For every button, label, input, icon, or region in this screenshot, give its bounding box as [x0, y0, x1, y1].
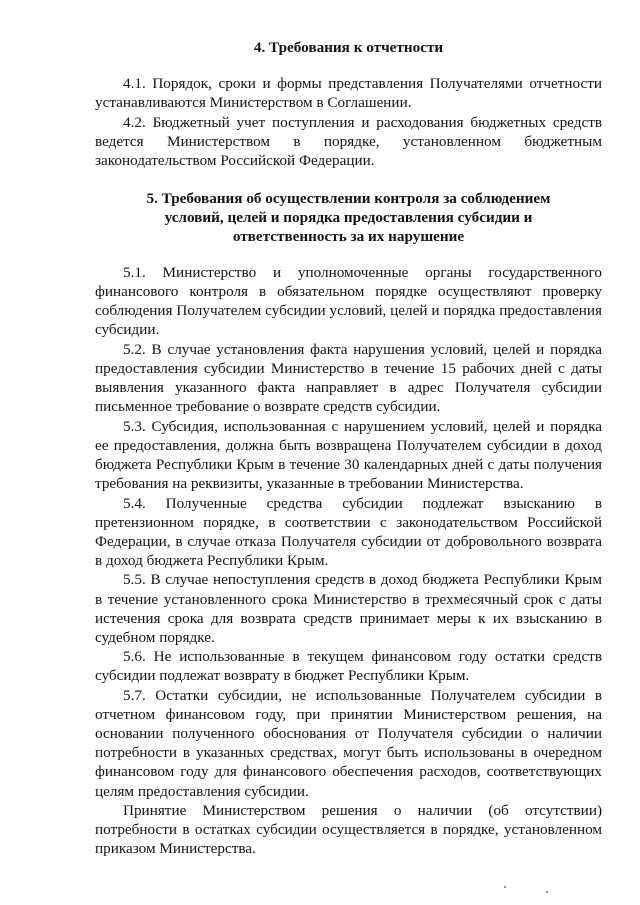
- paragraph-4-2: 4.2. Бюджетный учет поступления и расходования бюджетных средств ведется Министерством в порядке, установленном бюджетным законодательством Российской Федерации.: [95, 113, 602, 169]
- section-5-title: [95, 189, 602, 246]
- paragraph-5-4: 5.4. Полученные средства субсидии подлежат взысканию в претензионном порядке, в соответствии с законодательством Российской Федерации, в случае отказа Получателя субсидии от добровольного возврата в доход бюджета Республики Крым.: [95, 494, 602, 569]
- paragraph-5-1: 5.1. Министерство и уполномоченные органы государственного финансового контроля в обязательном порядке осуществляют проверку соблюдения Получателем субсидии условий, целей и порядка предоставления субсидии.: [95, 263, 602, 339]
- section-5-title-line-2: условий, целей и порядка предоставления субсидии и: [164, 208, 533, 226]
- paragraph-5-6: 5.6. Не использованные в текущем финансовом году остатки средств субсидии подлежат возврату в бюджет Республики Крым.: [95, 648, 602, 685]
- paragraph-5-2: 5.2. В случае установления факта нарушения условий, целей и порядка предоставления субсидии Министерство в течение 15 рабочих дней с даты выявления указанного факта направляет в адрес Получателя субсидии письменное требование о возврате средств субсидии.: [95, 340, 602, 416]
- scan-speck: [546, 891, 548, 893]
- paragraph-5-3: 5.3. Субсидия, использованная с нарушением условий, целей и порядка ее предоставления, должна быть возвращена Получателем субсидии в доход бюджета Республики Крым в течение 30 календарных дней с даты получения требования на реквизиты, указанные в требовании Министерства.: [95, 417, 602, 492]
- section-4-title: 4. Требования к отчетности: [253, 39, 444, 56]
- paragraph-5-7: 5.7. Остатки субсидии, не использованные Получателем субсидии в отчетном финансовом году, при принятии Министерством решения, на основании полученного обоснования от Получателя субсидии о наличии потребности в указанных средствах, могут быть использованы в очередном финансовом году для финансового обеспечения расходов, соответствующих целям предоставления субсидии.: [95, 687, 602, 800]
- paragraph-4-1: 4.1. Порядок, сроки и формы представления Получателями отчетности устанавливаются Министерством в Соглашении.: [95, 75, 602, 112]
- section-5-title-line-1: 5. Требования об осуществлении контроля за соблюдением: [146, 189, 551, 207]
- paragraph-5-5: 5.5. В случае непоступления средств в доход бюджета Республики Крым в течение установленного срока Министерство в трехмесячный срок с даты истечения срока для возврата средств принимает меры к их взысканию в судебном порядке.: [95, 571, 602, 646]
- scan-speck: [504, 886, 506, 888]
- document-page: [95, 38, 602, 858]
- section-5-title-line-3: ответственность за их нарушение: [232, 227, 465, 245]
- paragraph-5-7-continued: Принятие Министерством решения о наличии (об отсутствии) потребности в остатках субсидии осуществляется в порядке, установленном приказом Министерства.: [95, 802, 602, 858]
